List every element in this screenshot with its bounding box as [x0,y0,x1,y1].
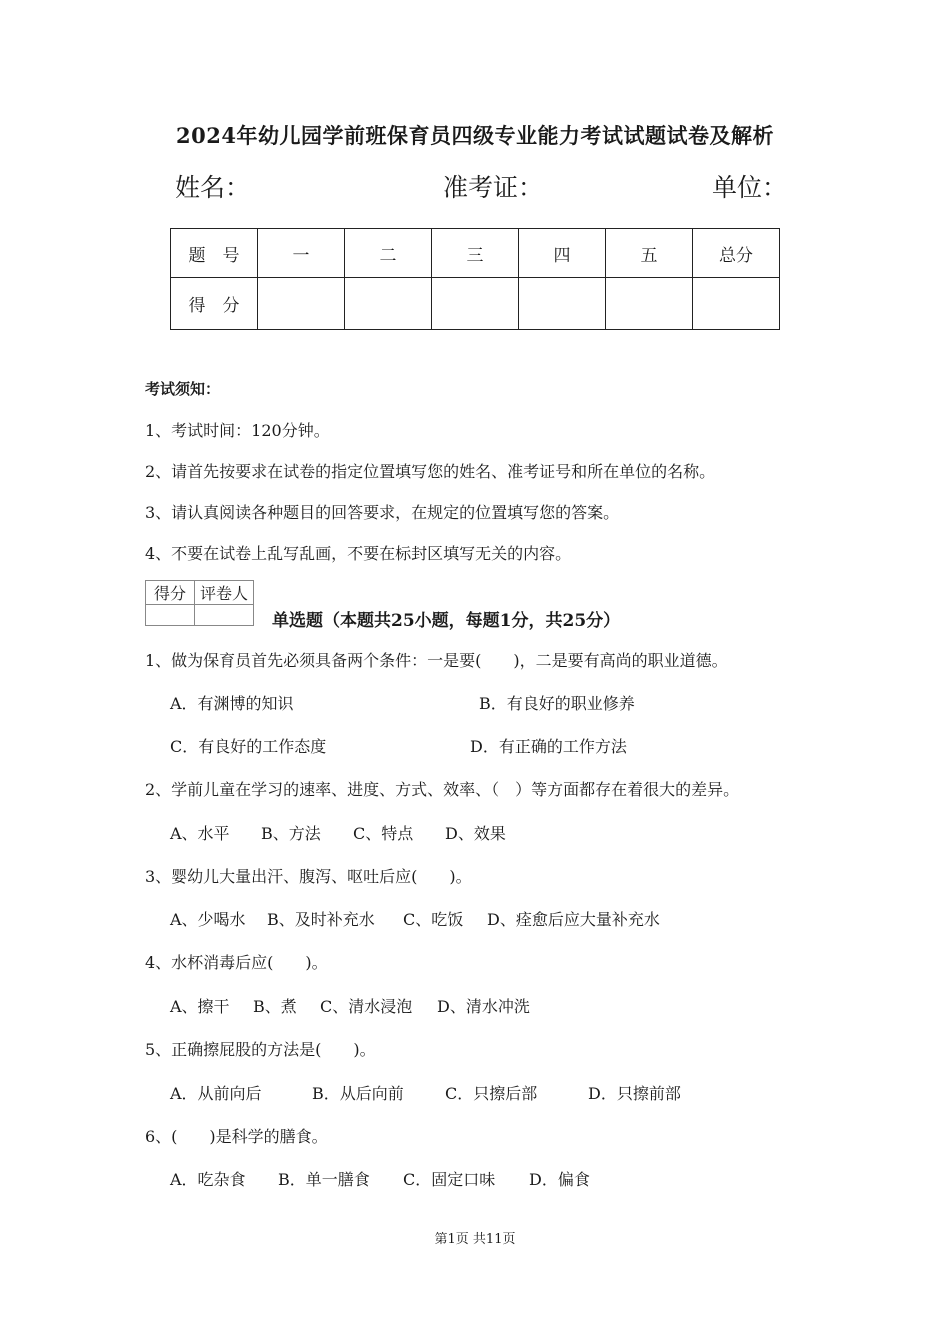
score-table-header-cell: 总分 [693,229,780,278]
question-option: C．有良好的工作态度 [170,737,327,756]
question-option: D．偏食 [529,1170,590,1189]
notice-item: 1、考试时间：120分钟。 [145,421,330,440]
score-cell[interactable] [519,278,606,330]
score-cell[interactable] [345,278,432,330]
question-option: B．单一膳食 [278,1170,370,1189]
page-footer: 第1页 共11页 [434,1232,516,1247]
question-option: C．只擦后部 [445,1084,538,1103]
unit-field-label: 单位： [712,173,788,202]
score-table-header-cell: 四 [519,229,606,278]
question-option: C．固定口味 [403,1170,496,1189]
question-stem: 3、婴幼儿大量出汗、腹泻、呕吐后应( )。 [145,867,472,886]
score-cell[interactable] [606,278,693,330]
question-option: A．有渊博的知识 [170,694,294,713]
question-option: A．吃杂食 [170,1170,246,1189]
score-table-header-cell: 一 [258,229,345,278]
notice-item: 3、请认真阅读各种题目的回答要求，在规定的位置填写您的答案。 [145,503,620,522]
name-field-label: 姓名： [175,173,251,202]
question-option: C、清水浸泡 [320,997,413,1016]
question-option: B．有良好的职业修养 [479,694,635,713]
score-cell[interactable] [693,278,780,330]
question-stem: 4、水杯消毒后应( )。 [145,953,328,972]
question-stem: 2、学前儿童在学习的速率、进度、方式、效率、（ ）等方面都存在着很大的差异。 [145,780,740,799]
question-option: D．只擦前部 [588,1084,681,1103]
question-option: B．从后向前 [312,1084,404,1103]
question-option: D、效果 [445,824,506,843]
question-option: D、清水冲洗 [437,997,530,1016]
grader-name-label: 评卷人 [195,581,254,605]
score-cell[interactable] [432,278,519,330]
question-option: A、水平 [170,824,230,843]
score-table-header-cell: 三 [432,229,519,278]
document-title: 2024年幼儿园学前班保育员四级专业能力考试试题试卷及解析 [176,123,774,148]
question-option: B、方法 [261,824,321,843]
section-title: 单选题（本题共25小题，每题1分，共25分） [272,611,621,631]
grader-name-cell[interactable] [195,605,254,626]
score-table [170,228,780,330]
grader-score-cell[interactable] [146,605,195,626]
question-option: A．从前向后 [170,1084,262,1103]
notice-item: 2、请首先按要求在试卷的指定位置填写您的姓名、准考证号和所在单位的名称。 [145,462,716,481]
grader-box [145,580,254,626]
notice-heading: 考试须知： [145,380,221,398]
question-option: B、煮 [253,997,297,1016]
question-option: C、吃饭 [403,910,464,929]
exam-id-field-label: 准考证： [443,173,544,202]
score-table-header-cell: 五 [606,229,693,278]
score-table-header-row [171,229,780,278]
question-stem: 5、正确擦屁股的方法是( )。 [145,1040,376,1059]
grader-score-label: 得分 [146,581,195,605]
score-table-header-cell: 二 [345,229,432,278]
question-option: B、及时补充水 [267,910,375,929]
question-option: D、痊愈后应大量补充水 [487,910,660,929]
score-row-label: 得 分 [171,278,258,330]
question-option: A、少喝水 [170,910,246,929]
score-table-score-row [171,278,780,330]
question-option: D．有正确的工作方法 [470,737,627,756]
score-cell[interactable] [258,278,345,330]
question-option: C、特点 [353,824,414,843]
question-stem: 6、( )是科学的膳食。 [145,1127,328,1146]
question-stem: 1、做为保育员首先必须具备两个条件：一是要( )，二是要有高尚的职业道德。 [145,651,728,670]
notice-item: 4、不要在试卷上乱写乱画，不要在标封区填写无关的内容。 [145,544,572,563]
score-table-header-cell: 题 号 [171,229,258,278]
question-option: A、擦干 [170,997,230,1016]
